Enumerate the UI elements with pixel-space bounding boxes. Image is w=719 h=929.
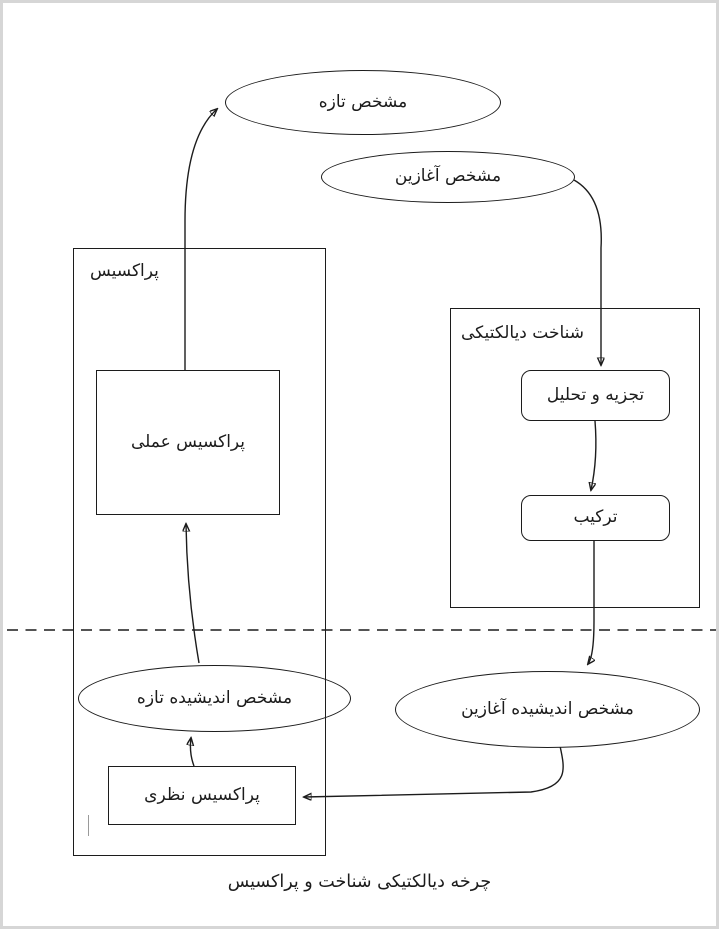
new-concrete-ellipse	[225, 70, 501, 135]
practical-praxis-box	[96, 370, 280, 515]
edge-initial-thought-concrete-to-theoretical-praxis	[304, 746, 563, 797]
initial-concrete-ellipse	[321, 151, 575, 203]
practical-praxis-label: پراکسیس عملی	[130, 431, 246, 452]
analysis-box	[521, 370, 670, 421]
initial-thought-concrete-label: مشخص اندیشیده آغازین	[461, 698, 634, 719]
text-cursor-mark	[88, 815, 89, 836]
initial-concrete-label: مشخص آغازین	[394, 166, 502, 187]
new-concrete-label: مشخص تازه	[318, 91, 408, 112]
praxis-group-label: پراکسیس	[90, 261, 159, 281]
synthesis-label: ترکیب	[573, 507, 618, 528]
theoretical-praxis-label: پراکسیس نظری	[144, 784, 260, 805]
dialectical-cognition-group-box	[450, 308, 700, 608]
diagram-caption: چرخه دیالکتیکی شناخت و پراکسیس	[227, 872, 492, 892]
new-thought-concrete-ellipse	[78, 665, 351, 732]
analysis-label: تجزیه و تحلیل	[546, 384, 645, 405]
praxis-group-box	[73, 248, 326, 856]
synthesis-box	[521, 495, 670, 541]
initial-thought-concrete-ellipse	[395, 671, 700, 748]
new-thought-concrete-label: مشخص اندیشیده تازه	[136, 687, 293, 708]
dialectical-cognition-group-label: شناخت دیالکتیکی	[461, 323, 585, 343]
theoretical-praxis-box	[108, 766, 296, 825]
